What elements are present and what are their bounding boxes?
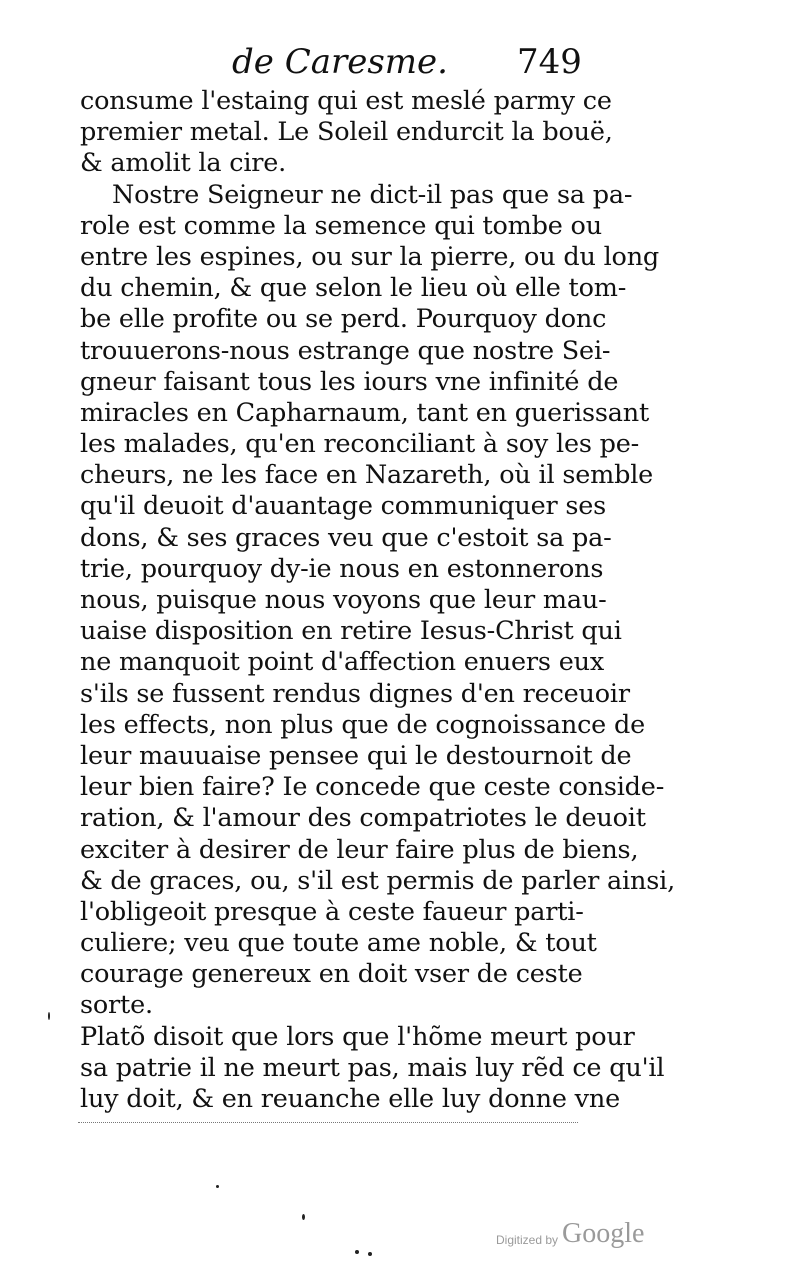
bottom-rule (78, 1122, 578, 1123)
text-line: culiere; veu que toute ame noble, & tout (80, 928, 597, 959)
running-title: de Caresme. (232, 42, 448, 82)
text-line: trouuerons-nous estrange que nostre Sei- (80, 335, 611, 366)
watermark-brand: Google (562, 1218, 645, 1249)
text-line: leur mauuaise pensee qui le destournoit de (80, 740, 632, 771)
text-line: cheurs, ne les face en Nazareth, où il semble (80, 460, 654, 491)
text-line: entre les espines, ou sur la pierre, ou du long (80, 241, 660, 272)
text-line: exciter à desirer de leur faire plus de biens, (80, 834, 639, 865)
digitization-watermark (496, 1218, 666, 1258)
text-line: uaise disposition en retire Iesus-Christ qui (80, 616, 622, 647)
watermark-prefix: Digitized by (496, 1233, 559, 1247)
text-line: dons, & ses graces veu que c'estoit sa pa- (80, 522, 612, 553)
ink-speck (368, 1252, 372, 1256)
ink-speck (355, 1250, 359, 1254)
text-line: role est comme la semence qui tombe ou (80, 210, 602, 241)
text-line: trie, pourquoy dy-ie nous en estonnerons (80, 553, 604, 584)
page-number: 749 (517, 42, 582, 82)
text-line: nous, puisque nous voyons que leur mau- (80, 585, 607, 615)
body-text (80, 86, 675, 1115)
text-line: miracles en Capharnaum, tant en guerissant (80, 397, 650, 428)
text-line: leur bien faire? Ie concede que ceste conside- (80, 772, 665, 803)
text-line: sorte. (80, 990, 153, 1021)
text-line: du chemin, & que selon le lieu où elle tom- (80, 273, 627, 304)
text-line: luy doit, & en reuanche elle luy donne vne (80, 1084, 620, 1114)
text-line: be elle profite ou se perd. Pourquoy donc (80, 304, 607, 335)
text-line: ration, & l'amour des compatriotes le deuoit (80, 803, 646, 834)
ink-speck (216, 1185, 219, 1188)
text-line: Platõ disoit que lors que l'hõme meurt pour (80, 1021, 635, 1052)
text-line: premier metal. Le Soleil endurcit la bouë, (80, 117, 613, 148)
text-line: les effects, non plus que de cognoissance de (80, 709, 645, 740)
text-line: & amolit la cire. (80, 148, 287, 179)
text-line: consume l'estaing qui est meslé parmy ce (80, 86, 612, 116)
text-line: s'ils se fussent rendus dignes d'en receuoir (80, 678, 630, 709)
text-line: les malades, qu'en reconciliant à soy les pe- (80, 429, 640, 460)
text-line: sa patrie il ne meurt pas, mais luy rẽd ce qu'il (80, 1052, 665, 1083)
text-line: courage genereux en doit vser de ceste (80, 959, 583, 990)
text-line: ne manquoit point d'affection enuers eux (80, 647, 605, 678)
text-line: qu'il deuoit d'auantage communiquer ses (80, 491, 607, 522)
text-line: & de graces, ou, s'il est permis de parler ainsi, (80, 865, 675, 896)
text-line: gneur faisant tous les iours vne infinité de (80, 366, 619, 397)
ink-speck (48, 1012, 50, 1020)
ink-speck (302, 1214, 305, 1220)
text-line: Nostre Seigneur ne dict-il pas que sa pa- (112, 179, 633, 210)
text-line: l'obligeoit presque à ceste faueur parti- (80, 896, 584, 927)
